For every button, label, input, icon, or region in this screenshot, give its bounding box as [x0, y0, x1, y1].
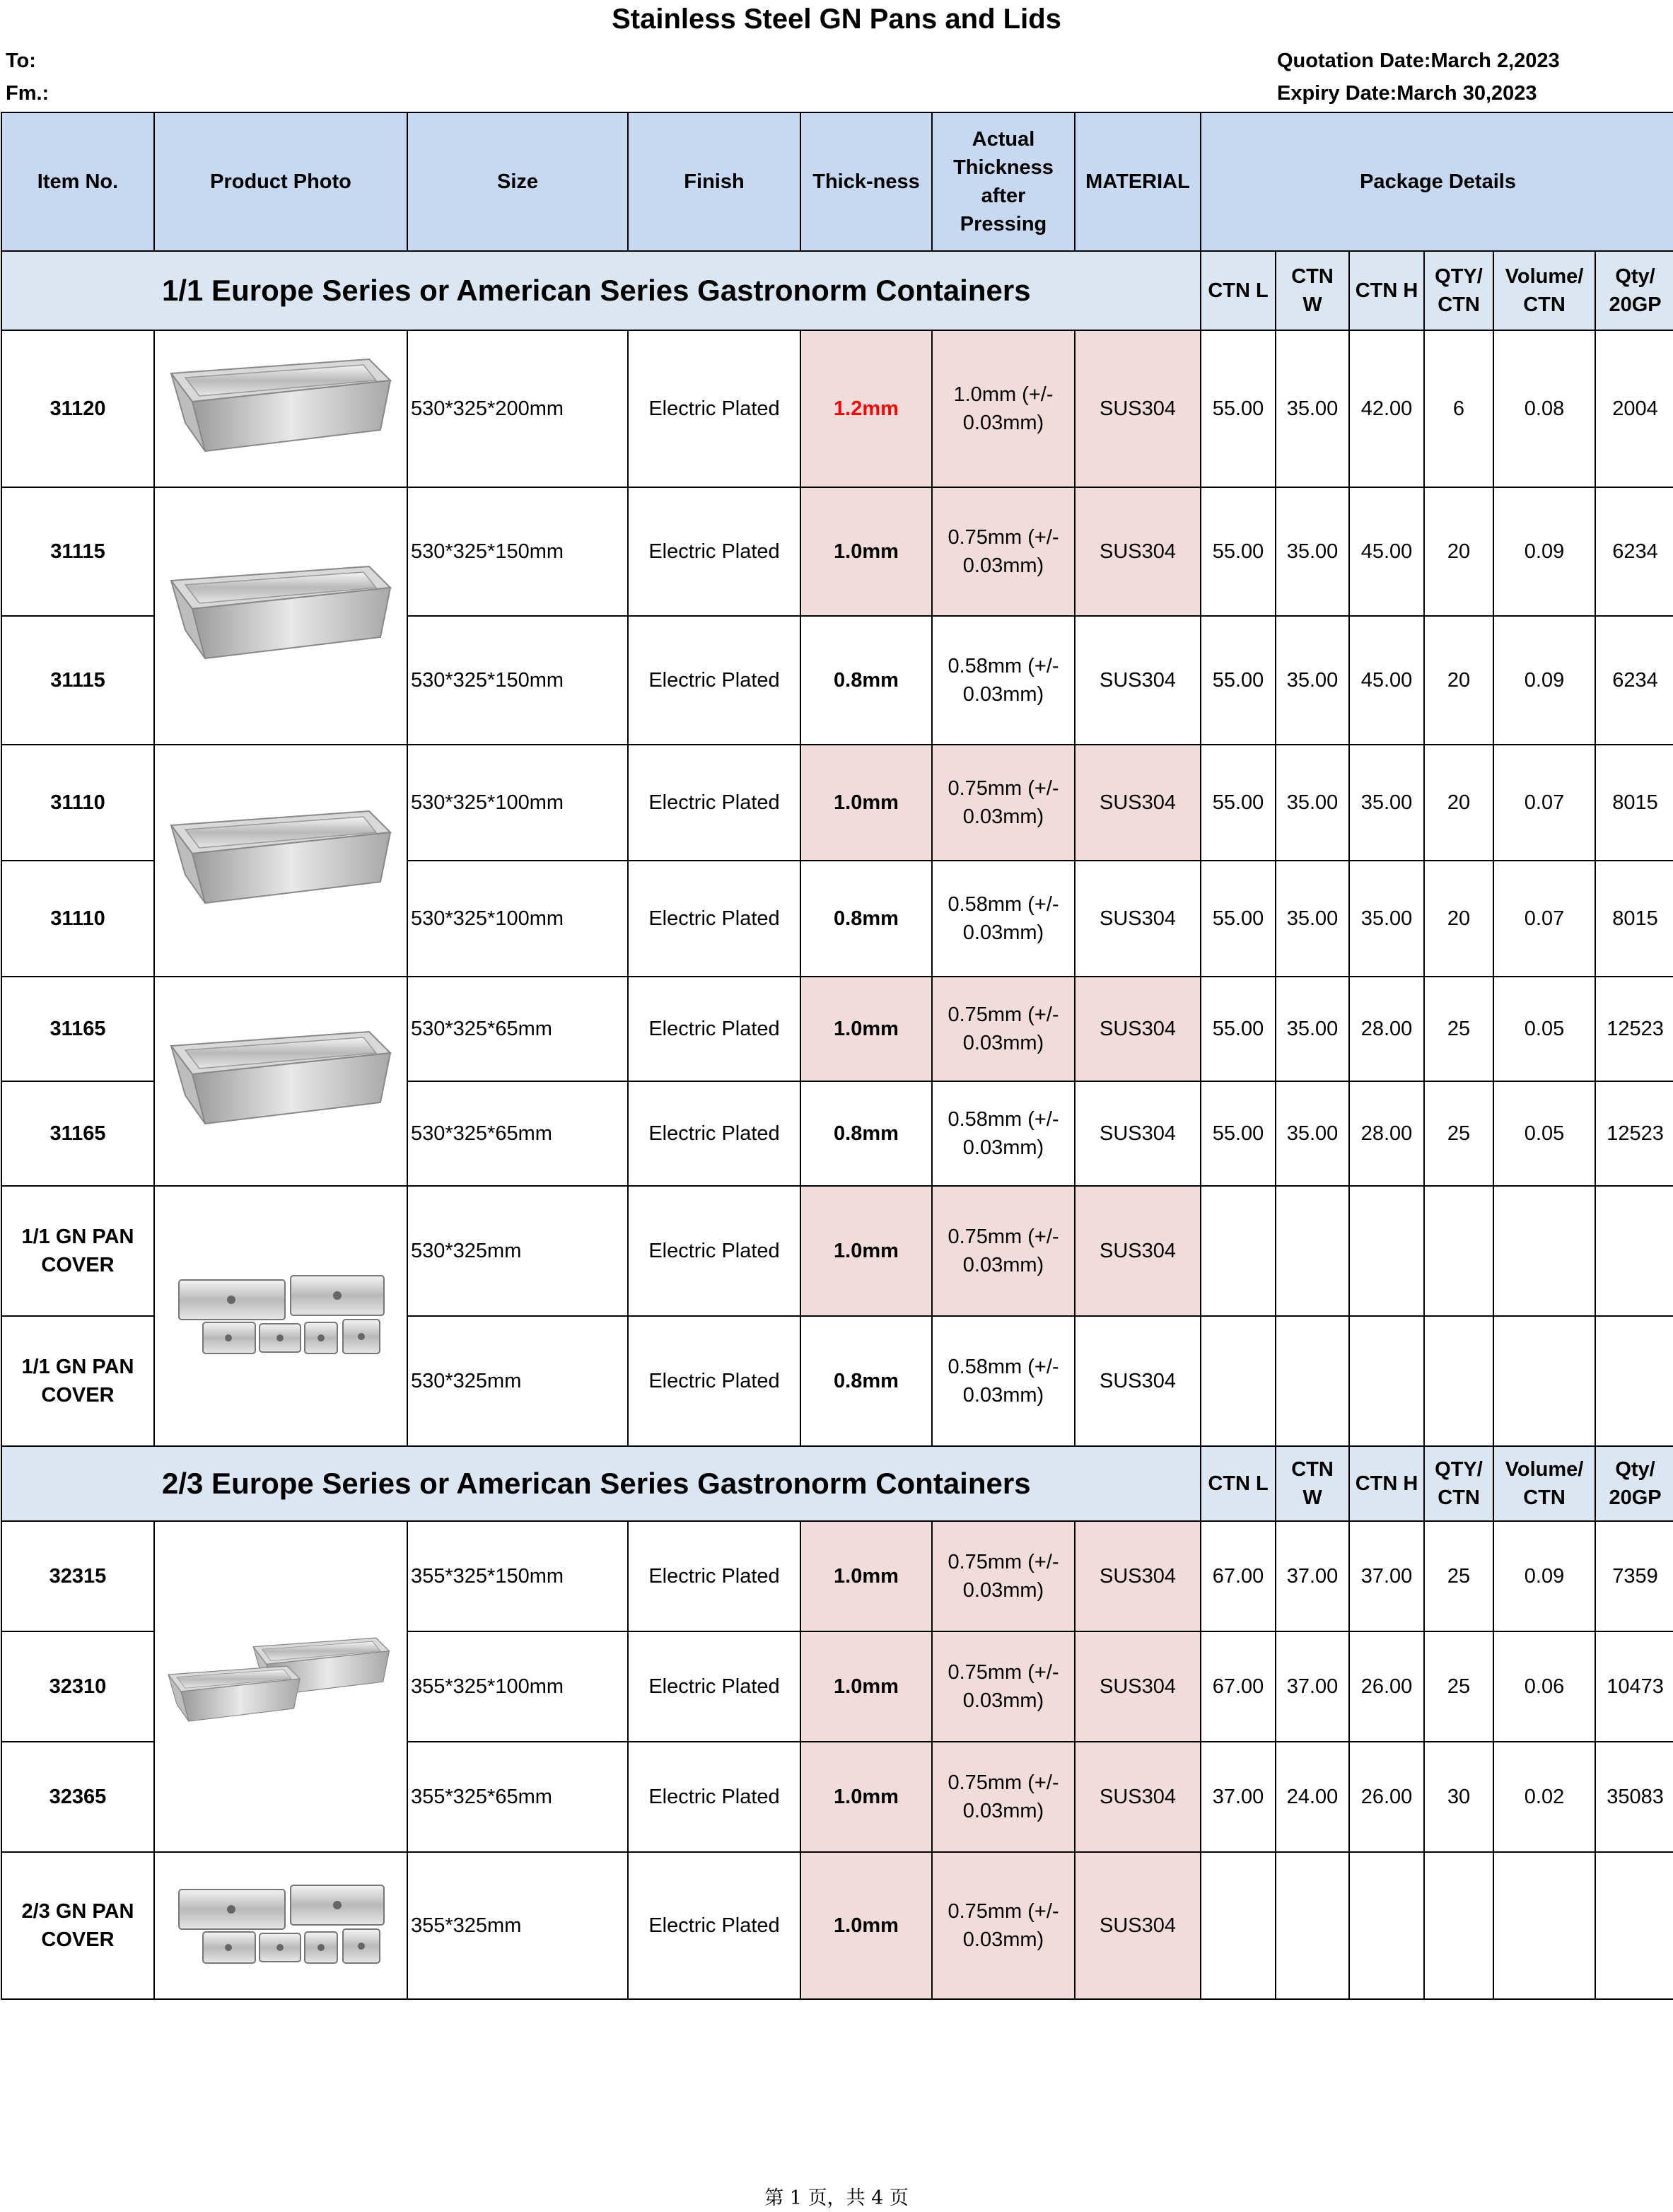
thickness: 1.0mm — [800, 977, 932, 1081]
table-row — [1, 330, 1673, 487]
ctn-h: 28.00 — [1349, 1081, 1424, 1186]
ctn-h: 35.00 — [1349, 861, 1424, 977]
qty-20gp — [1595, 1186, 1673, 1316]
finish: Electric Plated — [628, 1186, 800, 1316]
qty-20gp: 6234 — [1595, 487, 1673, 616]
finish: Electric Plated — [628, 1521, 800, 1631]
finish: Electric Plated — [628, 745, 800, 861]
actual-thickness: 0.58mm (+/- 0.03mm) — [932, 861, 1075, 977]
volume-ctn — [1493, 1852, 1595, 1999]
header-actual-thickness: Actual Thickness after Pressing — [932, 112, 1075, 251]
product-photo — [154, 1186, 407, 1446]
actual-thickness: 0.58mm (+/- 0.03mm) — [932, 616, 1075, 745]
ctn-w: 37.00 — [1276, 1631, 1349, 1742]
ctn-l: 55.00 — [1201, 861, 1276, 977]
header-thickness: Thick-ness — [800, 112, 932, 251]
ctn-l: 67.00 — [1201, 1631, 1276, 1742]
gn-pan-image — [164, 804, 397, 917]
finish: Electric Plated — [628, 616, 800, 745]
ctn-h: 26.00 — [1349, 1742, 1424, 1852]
ctn-h: 35.00 — [1349, 745, 1424, 861]
header-row — [1, 112, 1673, 251]
qty-20gp — [1595, 1852, 1673, 1999]
finish: Electric Plated — [628, 1316, 800, 1446]
thickness: 0.8mm — [800, 1316, 932, 1446]
qty-20gp: 12523 — [1595, 977, 1673, 1081]
ctn-w — [1276, 1186, 1349, 1316]
section-row — [1, 251, 1673, 330]
size: 530*325mm — [407, 1316, 628, 1446]
ctn-w: 35.00 — [1276, 977, 1349, 1081]
qty-ctn — [1424, 1186, 1493, 1316]
qty-ctn: 25 — [1424, 1081, 1493, 1186]
ctn-l — [1201, 1852, 1276, 1999]
header-item-no: Item No. — [1, 112, 154, 251]
item-no: 31165 — [1, 977, 154, 1081]
section-title: 2/3 Europe Series or American Series Gastronorm Containers — [1, 1446, 1201, 1521]
size: 355*325*150mm — [407, 1521, 628, 1631]
from-label: Fm.: — [6, 82, 49, 105]
size: 530*325*65mm — [407, 977, 628, 1081]
thickness: 1.0mm — [800, 1631, 932, 1742]
finish: Electric Plated — [628, 330, 800, 487]
ctn-h: 37.00 — [1349, 1521, 1424, 1631]
ctn-h — [1349, 1186, 1424, 1316]
quotation-date: Quotation Date:March 2,2023 — [1277, 50, 1560, 72]
qty-ctn — [1424, 1852, 1493, 1999]
thickness: 1.0mm — [800, 1186, 932, 1316]
ctn-l: 55.00 — [1201, 745, 1276, 861]
ctn-l: 55.00 — [1201, 616, 1276, 745]
ctn-w — [1276, 1852, 1349, 1999]
ctn-w: 35.00 — [1276, 1081, 1349, 1186]
ctn-h: 28.00 — [1349, 977, 1424, 1081]
actual-thickness: 0.75mm (+/- 0.03mm) — [932, 1852, 1075, 1999]
qty-ctn: 25 — [1424, 1521, 1493, 1631]
section-title: 1/1 Europe Series or American Series Gastronorm Containers — [1, 251, 1201, 330]
thickness: 0.8mm — [800, 861, 932, 977]
size: 530*325mm — [407, 1186, 628, 1316]
col-ctn-l: CTN L — [1201, 1446, 1276, 1521]
item-no: 31115 — [1, 616, 154, 745]
finish: Electric Plated — [628, 487, 800, 616]
size: 530*325*100mm — [407, 861, 628, 977]
actual-thickness: 0.75mm (+/- 0.03mm) — [932, 1521, 1075, 1631]
actual-thickness: 1.0mm (+/- 0.03mm) — [932, 330, 1075, 487]
ctn-w: 37.00 — [1276, 1521, 1349, 1631]
table-row — [1, 1852, 1673, 1999]
material: SUS304 — [1075, 1852, 1201, 1999]
table-row — [1, 745, 1673, 861]
item-no: 32315 — [1, 1521, 154, 1631]
product-photo — [154, 330, 407, 487]
ctn-w: 35.00 — [1276, 616, 1349, 745]
ctn-h: 42.00 — [1349, 330, 1424, 487]
actual-thickness: 0.75mm (+/- 0.03mm) — [932, 487, 1075, 616]
finish: Electric Plated — [628, 861, 800, 977]
page-footer: 第 1 页，共 4 页 — [764, 2187, 909, 2209]
item-no: 32365 — [1, 1742, 154, 1852]
ctn-l: 67.00 — [1201, 1521, 1276, 1631]
qty-20gp: 8015 — [1595, 861, 1673, 977]
thickness: 1.0mm — [800, 745, 932, 861]
volume-ctn: 0.05 — [1493, 977, 1595, 1081]
volume-ctn: 0.07 — [1493, 745, 1595, 861]
col-ctn-h: CTN H — [1349, 1446, 1424, 1521]
ctn-l: 55.00 — [1201, 977, 1276, 1081]
size: 530*325*65mm — [407, 1081, 628, 1186]
table-row — [1, 977, 1673, 1081]
page-title: Stainless Steel GN Pans and Lids — [612, 4, 1061, 35]
gn-pan-pair-image — [164, 1634, 397, 1740]
ctn-l: 37.00 — [1201, 1742, 1276, 1852]
actual-thickness: 0.75mm (+/- 0.03mm) — [932, 745, 1075, 861]
material: SUS304 — [1075, 616, 1201, 745]
qty-20gp: 35083 — [1595, 1742, 1673, 1852]
material: SUS304 — [1075, 861, 1201, 977]
product-photo — [154, 1852, 407, 1999]
ctn-l: 55.00 — [1201, 330, 1276, 487]
ctn-l — [1201, 1186, 1276, 1316]
gn-pan-lids-image — [175, 1880, 387, 1972]
material: SUS304 — [1075, 1081, 1201, 1186]
item-no: 1/1 GN PAN COVER — [1, 1316, 154, 1446]
volume-ctn: 0.02 — [1493, 1742, 1595, 1852]
item-no: 31110 — [1, 745, 154, 861]
finish: Electric Plated — [628, 1742, 800, 1852]
thickness: 1.0mm — [800, 487, 932, 616]
size: 355*325mm — [407, 1852, 628, 1999]
ctn-h: 45.00 — [1349, 487, 1424, 616]
volume-ctn: 0.06 — [1493, 1631, 1595, 1742]
size: 355*325*65mm — [407, 1742, 628, 1852]
material: SUS304 — [1075, 1631, 1201, 1742]
volume-ctn — [1493, 1186, 1595, 1316]
product-photo — [154, 977, 407, 1186]
product-photo — [154, 487, 407, 745]
header-material: MATERIAL — [1075, 112, 1201, 251]
volume-ctn: 0.09 — [1493, 1521, 1595, 1631]
col-ctn-w: CTN W — [1276, 251, 1349, 330]
qty-20gp: 2004 — [1595, 330, 1673, 487]
ctn-w: 35.00 — [1276, 330, 1349, 487]
ctn-w — [1276, 1316, 1349, 1446]
product-photo — [154, 1521, 407, 1852]
actual-thickness: 0.58mm (+/- 0.03mm) — [932, 1081, 1075, 1186]
actual-thickness: 0.75mm (+/- 0.03mm) — [932, 977, 1075, 1081]
qty-20gp: 10473 — [1595, 1631, 1673, 1742]
ctn-h — [1349, 1316, 1424, 1446]
col-ctn-l: CTN L — [1201, 251, 1276, 330]
item-no: 1/1 GN PAN COVER — [1, 1186, 154, 1316]
item-no: 2/3 GN PAN COVER — [1, 1852, 154, 1999]
volume-ctn: 0.08 — [1493, 330, 1595, 487]
ctn-h — [1349, 1852, 1424, 1999]
table-row — [1, 1521, 1673, 1631]
finish: Electric Plated — [628, 977, 800, 1081]
thickness: 1.2mm — [800, 330, 932, 487]
actual-thickness: 0.58mm (+/- 0.03mm) — [932, 1316, 1075, 1446]
expiry-date: Expiry Date:March 30,2023 — [1277, 82, 1537, 105]
gn-pan-lids-image — [175, 1270, 387, 1362]
col-qty-ctn: QTY/ CTN — [1424, 1446, 1493, 1521]
col-ctn-h: CTN H — [1349, 251, 1424, 330]
actual-thickness: 0.75mm (+/- 0.03mm) — [932, 1631, 1075, 1742]
qty-20gp: 6234 — [1595, 616, 1673, 745]
qty-ctn: 6 — [1424, 330, 1493, 487]
ctn-l: 55.00 — [1201, 487, 1276, 616]
volume-ctn: 0.09 — [1493, 487, 1595, 616]
material: SUS304 — [1075, 1186, 1201, 1316]
qty-ctn: 20 — [1424, 487, 1493, 616]
header-package: Package Details — [1201, 112, 1673, 251]
volume-ctn: 0.09 — [1493, 616, 1595, 745]
ctn-w: 35.00 — [1276, 487, 1349, 616]
col-qty-20gp: Qty/ 20GP — [1595, 1446, 1673, 1521]
col-qty-ctn: QTY/ CTN — [1424, 251, 1493, 330]
gn-pan-image — [164, 559, 397, 673]
size: 530*325*150mm — [407, 487, 628, 616]
size: 530*325*150mm — [407, 616, 628, 745]
size: 530*325*200mm — [407, 330, 628, 487]
quotation-table — [1, 112, 1673, 2000]
gn-pan-image — [164, 352, 397, 465]
item-no: 31120 — [1, 330, 154, 487]
thickness: 0.8mm — [800, 616, 932, 745]
header-photo: Product Photo — [154, 112, 407, 251]
qty-ctn: 20 — [1424, 861, 1493, 977]
col-qty-20gp: Qty/ 20GP — [1595, 251, 1673, 330]
qty-20gp: 12523 — [1595, 1081, 1673, 1186]
ctn-w: 35.00 — [1276, 745, 1349, 861]
ctn-w: 35.00 — [1276, 861, 1349, 977]
actual-thickness: 0.75mm (+/- 0.03mm) — [932, 1186, 1075, 1316]
size: 530*325*100mm — [407, 745, 628, 861]
col-volume-ctn: Volume/ CTN — [1493, 251, 1595, 330]
qty-ctn: 30 — [1424, 1742, 1493, 1852]
material: SUS304 — [1075, 1521, 1201, 1631]
col-volume-ctn: Volume/ CTN — [1493, 1446, 1595, 1521]
header-size: Size — [407, 112, 628, 251]
ctn-h: 45.00 — [1349, 616, 1424, 745]
header-finish: Finish — [628, 112, 800, 251]
actual-thickness: 0.75mm (+/- 0.03mm) — [932, 1742, 1075, 1852]
ctn-h: 26.00 — [1349, 1631, 1424, 1742]
qty-ctn: 25 — [1424, 1631, 1493, 1742]
qty-ctn: 25 — [1424, 977, 1493, 1081]
thickness: 1.0mm — [800, 1742, 932, 1852]
ctn-w: 24.00 — [1276, 1742, 1349, 1852]
table-row — [1, 487, 1673, 616]
qty-20gp — [1595, 1316, 1673, 1446]
finish: Electric Plated — [628, 1852, 800, 1999]
item-no: 32310 — [1, 1631, 154, 1742]
volume-ctn: 0.05 — [1493, 1081, 1595, 1186]
volume-ctn — [1493, 1316, 1595, 1446]
qty-ctn: 20 — [1424, 745, 1493, 861]
material: SUS304 — [1075, 487, 1201, 616]
ctn-l — [1201, 1316, 1276, 1446]
volume-ctn: 0.07 — [1493, 861, 1595, 977]
size: 355*325*100mm — [407, 1631, 628, 1742]
qty-20gp: 7359 — [1595, 1521, 1673, 1631]
gn-pan-image — [164, 1025, 397, 1138]
finish: Electric Plated — [628, 1081, 800, 1186]
item-no: 31110 — [1, 861, 154, 977]
material: SUS304 — [1075, 330, 1201, 487]
material: SUS304 — [1075, 745, 1201, 861]
col-ctn-w: CTN W — [1276, 1446, 1349, 1521]
ctn-l: 55.00 — [1201, 1081, 1276, 1186]
material: SUS304 — [1075, 977, 1201, 1081]
qty-20gp: 8015 — [1595, 745, 1673, 861]
thickness: 1.0mm — [800, 1521, 932, 1631]
material: SUS304 — [1075, 1316, 1201, 1446]
finish: Electric Plated — [628, 1631, 800, 1742]
item-no: 31115 — [1, 487, 154, 616]
qty-ctn — [1424, 1316, 1493, 1446]
thickness: 1.0mm — [800, 1852, 932, 1999]
material: SUS304 — [1075, 1742, 1201, 1852]
qty-ctn: 20 — [1424, 616, 1493, 745]
thickness: 0.8mm — [800, 1081, 932, 1186]
to-label: To: — [6, 50, 36, 72]
product-photo — [154, 745, 407, 977]
item-no: 31165 — [1, 1081, 154, 1186]
table-row — [1, 1186, 1673, 1316]
section-row — [1, 1446, 1673, 1521]
